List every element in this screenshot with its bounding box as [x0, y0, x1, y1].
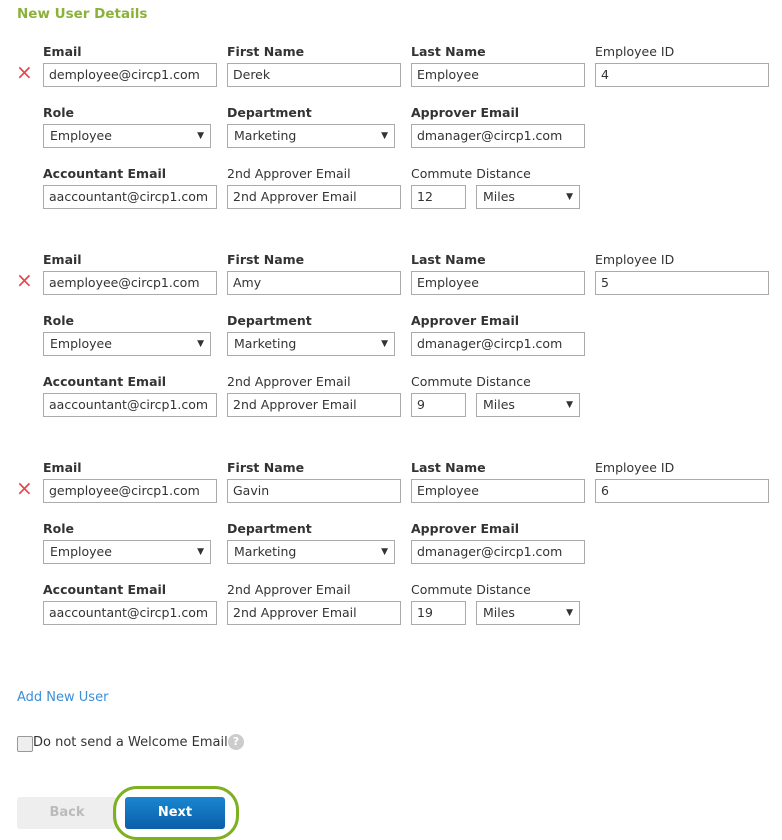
distance-unit-select[interactable] — [476, 601, 580, 625]
distance-unit-select[interactable] — [476, 185, 580, 209]
help-icon[interactable]: ? — [228, 734, 244, 750]
welcome-email-checkbox[interactable] — [17, 736, 33, 752]
label-role: Role — [43, 521, 74, 536]
user-entry — [0, 208, 782, 412]
accountant-email-input[interactable]: aaccountant@circp1.com — [43, 393, 217, 417]
back-button[interactable]: Back — [17, 797, 117, 829]
chevron-down-icon: ▼ — [381, 131, 388, 141]
label-first-name: First Name — [227, 460, 305, 475]
email-input[interactable]: aemployee@circp1.com — [43, 271, 217, 295]
chevron-down-icon: ▼ — [197, 131, 204, 141]
approver-email-input[interactable]: dmanager@circp1.com — [411, 540, 585, 564]
distance-unit-select[interactable] — [476, 393, 580, 417]
label-role: Role — [43, 105, 74, 120]
role-select-value: Employee — [50, 544, 112, 559]
remove-user-icon[interactable]: × — [16, 268, 33, 292]
label-email: Email — [43, 460, 82, 475]
department-select[interactable] — [227, 124, 395, 148]
approver-email-input[interactable]: dmanager@circp1.com — [411, 124, 585, 148]
user-entry — [0, 0, 782, 204]
label-commute: Commute Distance — [411, 374, 531, 389]
label-employee-id: Employee ID — [595, 460, 675, 475]
approver-email-input[interactable]: dmanager@circp1.com — [411, 332, 585, 356]
second-approver-email-input[interactable]: 2nd Approver Email — [227, 601, 401, 625]
label-first-name: First Name — [227, 44, 305, 59]
label-accountant-email: Accountant Email — [43, 374, 167, 389]
employee-id-input[interactable]: 6 — [595, 479, 769, 503]
department-select[interactable] — [227, 332, 395, 356]
remove-user-icon[interactable]: × — [16, 476, 33, 500]
chevron-down-icon: ▼ — [381, 547, 388, 557]
first-name-input[interactable]: Gavin — [227, 479, 401, 503]
accountant-email-input[interactable]: aaccountant@circp1.com — [43, 601, 217, 625]
label-second-approver: 2nd Approver Email — [227, 582, 351, 597]
label-last-name: Last Name — [411, 252, 486, 267]
label-approver-email: Approver Email — [411, 521, 520, 536]
commute-distance-input[interactable]: 19 — [411, 601, 466, 625]
email-input[interactable]: gemployee@circp1.com — [43, 479, 217, 503]
distance-unit-select-value: Miles — [483, 189, 515, 204]
remove-user-icon[interactable]: × — [16, 60, 33, 84]
distance-unit-select-value: Miles — [483, 605, 515, 620]
department-select-value: Marketing — [234, 336, 297, 351]
accountant-email-input[interactable]: aaccountant@circp1.com — [43, 185, 217, 209]
role-select[interactable] — [43, 540, 211, 564]
label-role: Role — [43, 313, 74, 328]
label-last-name: Last Name — [411, 44, 486, 59]
second-approver-email-input[interactable]: 2nd Approver Email — [227, 393, 401, 417]
chevron-down-icon: ▼ — [197, 339, 204, 349]
label-approver-email: Approver Email — [411, 313, 520, 328]
department-select-value: Marketing — [234, 544, 297, 559]
next-button[interactable]: Next — [125, 797, 225, 829]
user-entry — [0, 416, 782, 620]
email-input[interactable]: demployee@circp1.com — [43, 63, 217, 87]
label-employee-id: Employee ID — [595, 44, 675, 59]
role-select-value: Employee — [50, 128, 112, 143]
label-email: Email — [43, 252, 82, 267]
chevron-down-icon: ▼ — [566, 400, 573, 410]
chevron-down-icon: ▼ — [566, 608, 573, 618]
label-department: Department — [227, 521, 312, 536]
label-second-approver: 2nd Approver Email — [227, 374, 351, 389]
first-name-input[interactable]: Derek — [227, 63, 401, 87]
section-title: New User Details — [17, 6, 148, 22]
welcome-email-label: Do not send a Welcome Email — [33, 735, 228, 750]
label-accountant-email: Accountant Email — [43, 582, 167, 597]
add-new-user-link[interactable]: Add New User — [17, 690, 109, 705]
chevron-down-icon: ▼ — [566, 192, 573, 202]
last-name-input[interactable]: Employee — [411, 271, 585, 295]
department-select[interactable] — [227, 540, 395, 564]
label-employee-id: Employee ID — [595, 252, 675, 267]
chevron-down-icon: ▼ — [197, 547, 204, 557]
label-approver-email: Approver Email — [411, 105, 520, 120]
label-department: Department — [227, 313, 312, 328]
label-accountant-email: Accountant Email — [43, 166, 167, 181]
label-commute: Commute Distance — [411, 166, 531, 181]
commute-distance-input[interactable]: 9 — [411, 393, 466, 417]
last-name-input[interactable]: Employee — [411, 63, 585, 87]
chevron-down-icon: ▼ — [381, 339, 388, 349]
label-email: Email — [43, 44, 82, 59]
commute-distance-input[interactable]: 12 — [411, 185, 466, 209]
label-last-name: Last Name — [411, 460, 486, 475]
role-select[interactable] — [43, 332, 211, 356]
label-first-name: First Name — [227, 252, 305, 267]
first-name-input[interactable]: Amy — [227, 271, 401, 295]
employee-id-input[interactable]: 5 — [595, 271, 769, 295]
last-name-input[interactable]: Employee — [411, 479, 585, 503]
second-approver-email-input[interactable]: 2nd Approver Email — [227, 185, 401, 209]
employee-id-input[interactable]: 4 — [595, 63, 769, 87]
label-department: Department — [227, 105, 312, 120]
distance-unit-select-value: Miles — [483, 397, 515, 412]
department-select-value: Marketing — [234, 128, 297, 143]
role-select-value: Employee — [50, 336, 112, 351]
label-second-approver: 2nd Approver Email — [227, 166, 351, 181]
role-select[interactable] — [43, 124, 211, 148]
label-commute: Commute Distance — [411, 582, 531, 597]
